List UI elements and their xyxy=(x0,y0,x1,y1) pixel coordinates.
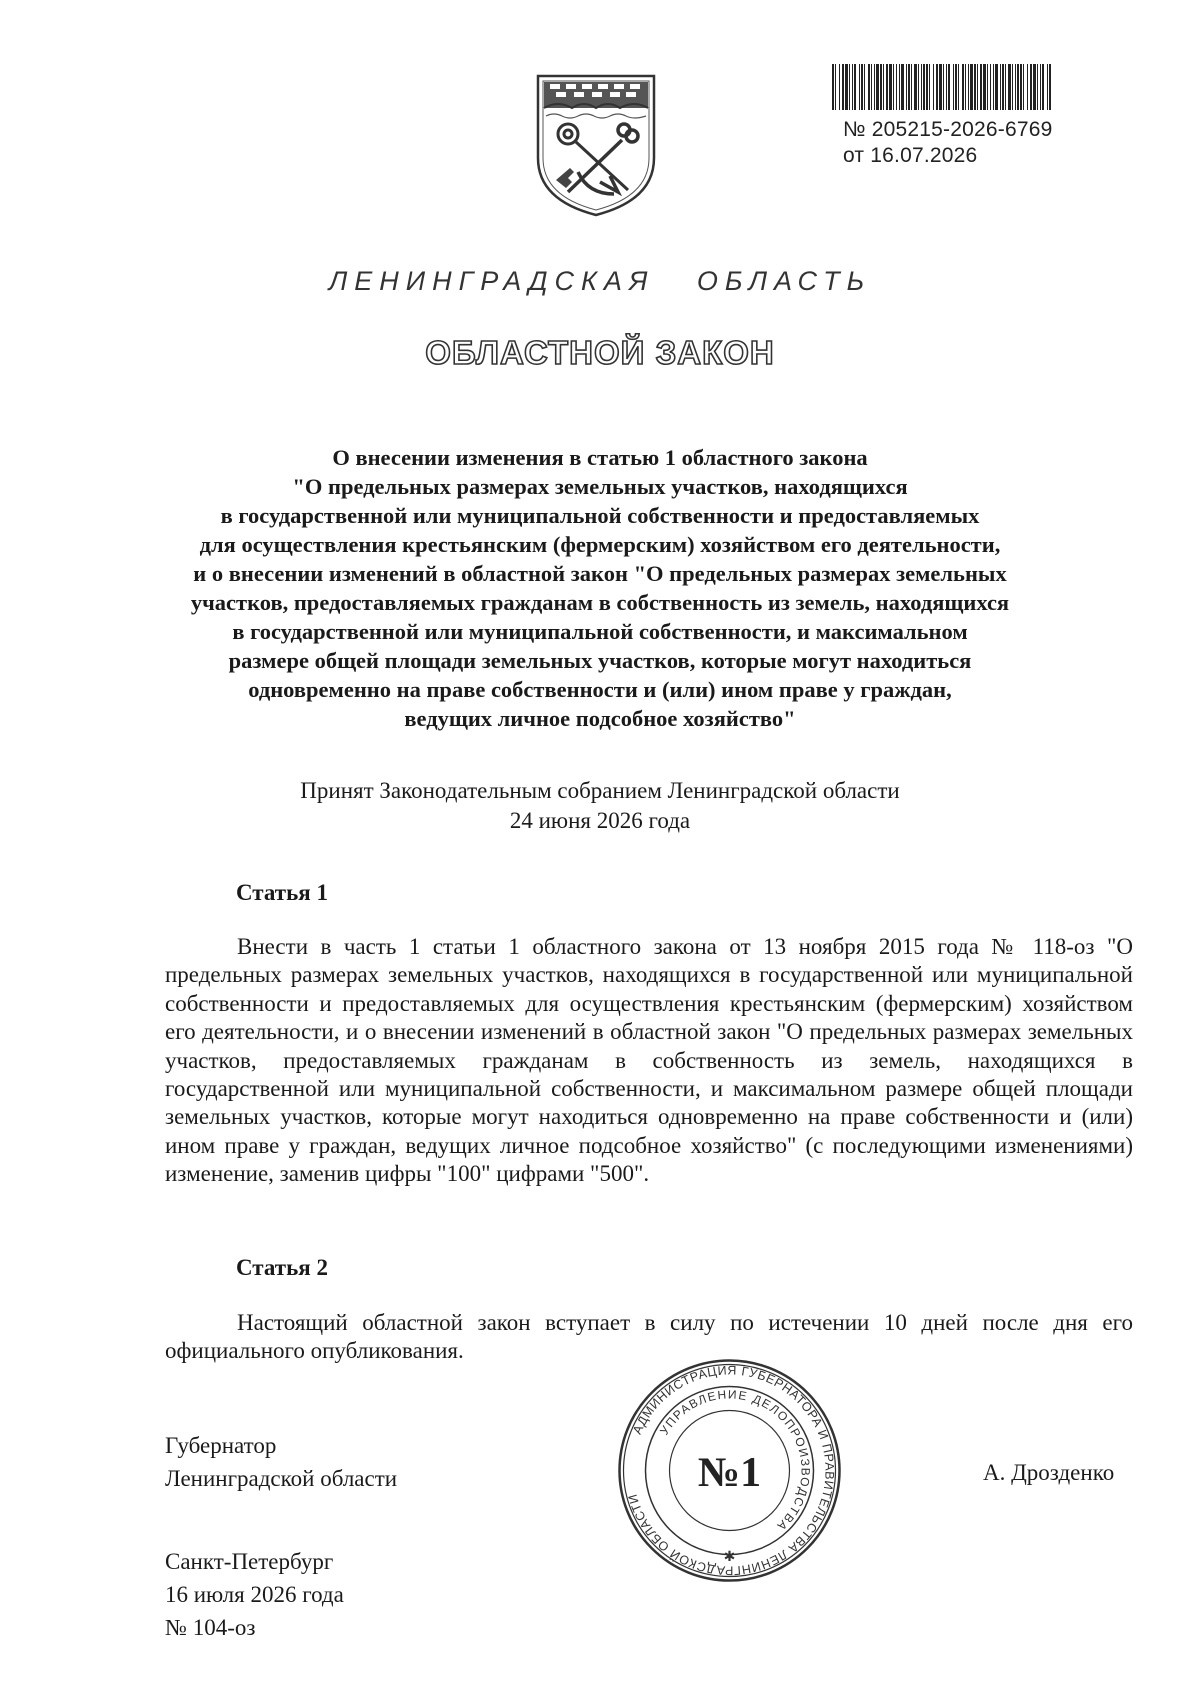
heading-line: ведущих личное подсобное хозяйство" xyxy=(404,706,796,731)
signatory-position xyxy=(165,1429,397,1495)
signatory-name: А. Дрозденко xyxy=(983,1460,1115,1485)
heading-line: одновременно на праве собственности и (или) ином праве у граждан, xyxy=(248,677,952,702)
heading-line: в государственной или муниципальной собственности и предоставляемых xyxy=(220,503,980,528)
heading-line: О внесении изменения в статью 1 областного закона xyxy=(332,445,868,470)
adoption-date: 24 июня 2026 года xyxy=(509,808,691,833)
heading-line: и о внесении изменений в областной закон "О предельных размерах земельных xyxy=(193,561,1007,586)
adoption-line: Принят Законодательным собранием Ленинградской области xyxy=(300,778,900,803)
article-1-title: Статья 1 xyxy=(236,880,328,905)
heading-line: в государственной или муниципальной собственности, и максимальном xyxy=(232,619,968,644)
stamp-outer-text: АДМИНИСТРАЦИЯ ГУБЕРНАТОРА И ПРАВИТЕЛЬСТВА ЛЕНИНГРАДСКОЙ ОБЛАСТИ xyxy=(625,1363,837,1578)
position-line: Губернатор xyxy=(165,1433,277,1458)
law-number: № 104-оз xyxy=(165,1615,256,1640)
stamp-star-icon: ✱ xyxy=(723,1550,736,1565)
region-word: ЛЕНИНГРАДСКАЯ xyxy=(328,266,655,296)
heading-line: размере общей площади земельных участков, которые могут находиться xyxy=(228,648,972,673)
coat-of-arms-emblem xyxy=(532,72,660,218)
article-2-text: Настоящий областной закон вступает в силу по истечении 10 дней после дня его официального опубликования. xyxy=(165,1310,1133,1364)
signing-date: 16 июля 2026 года xyxy=(165,1582,344,1607)
heading-line: участков, предоставляемых гражданам в собственность из земель, находящихся xyxy=(190,590,1010,615)
barcode xyxy=(830,64,1054,110)
signing-details xyxy=(165,1545,344,1644)
heading-line: для осуществления крестьянским (фермерским) хозяйством его деятельности, xyxy=(199,532,1001,557)
position-line: Ленинградской области xyxy=(165,1466,398,1491)
article-1-text: Внести в часть 1 статьи 1 областного закона от 13 ноября 2015 года № 118-оз "О предельных размерах земельных участков, находящихся в государственной или муниципальной собственности и предоставляемых для осуществления крестьянским (фермерским) хозяйством его деятельности, и о внесении изменений в областной закон "О предельных размерах земельных участков, предоставляемых гражданам в собственность из земель, находящихся в государственной или муниципальной собственности, и максимальном размере общей площади земельных участков, которые могут находиться одновременно на праве собственности и (или) ином праве у граждан, ведущих личное подсобное хозяйство" (с последующими изменениями) изменение, заменив цифры "100" цифрами "500". xyxy=(165,934,1133,1187)
region-word: ОБЛАСТЬ xyxy=(696,266,872,296)
stamp-inner-text: УПРАВЛЕНИЕ ДЕЛОПРОИЗВОДСТВА xyxy=(656,1387,813,1534)
article-2-title: Статья 2 xyxy=(236,1255,328,1280)
law-type-title: ОБЛАСТНОЙ ЗАКОН xyxy=(425,334,775,371)
official-stamp xyxy=(617,1358,842,1583)
law-heading xyxy=(150,443,1050,733)
registration-block xyxy=(843,117,1052,169)
registration-date: от 16.07.2026 xyxy=(843,144,978,167)
heading-line: "О предельных размерах земельных участков, находящихся xyxy=(292,474,908,499)
registration-number: № 205215-2026-6769 xyxy=(843,118,1053,141)
stamp-center-number: №1 xyxy=(697,1450,762,1496)
signing-city: Санкт-Петербург xyxy=(165,1549,334,1574)
adoption-note xyxy=(150,776,1050,836)
region-header xyxy=(0,266,1200,297)
